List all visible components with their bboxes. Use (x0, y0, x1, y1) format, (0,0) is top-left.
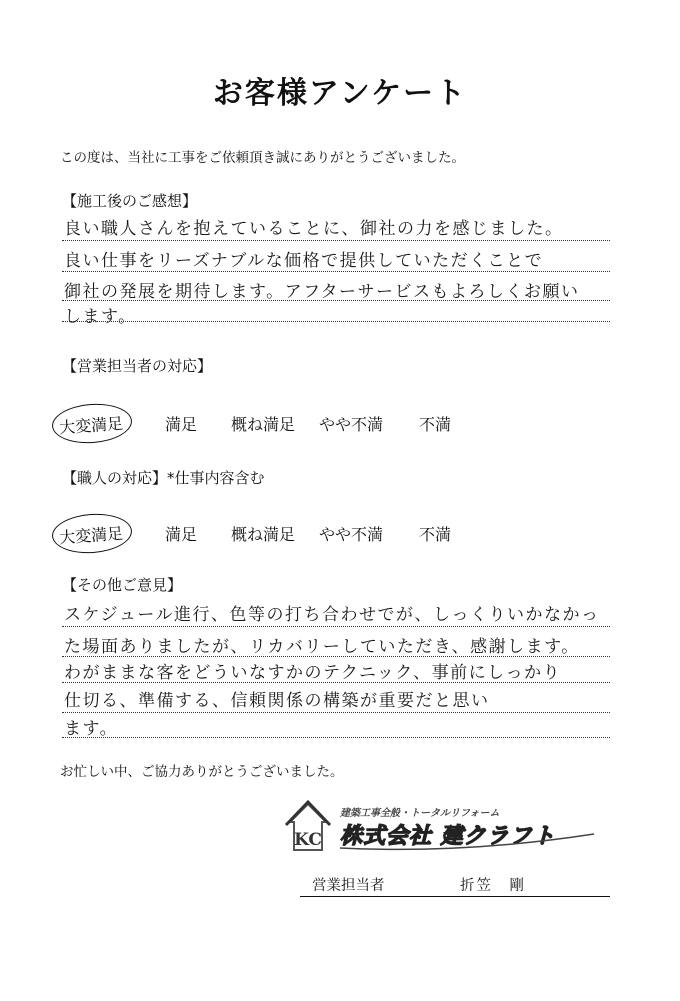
other-line-3: わがままな客をどういなすかのテクニック、事前にしっかり (64, 663, 562, 683)
sales-staff-label: 営業担当者 (312, 878, 385, 894)
intro-text: この度は、当社に工事をご依頼頂き誠にありがとうございました。 (60, 150, 465, 166)
craftsman-option-somewhat-dissatisfied[interactable]: やや不満 (319, 525, 384, 544)
sales-option-somewhat-dissatisfied[interactable]: やや不満 (319, 415, 384, 434)
page-title: お客様アンケート (212, 76, 468, 111)
answer-rule (62, 300, 610, 301)
logo-company-name: 株式会社 建クラフト (340, 824, 556, 849)
impressions-line-4: します。 (64, 307, 137, 327)
section-sales-heading: 【営業担当者の対応】 (62, 357, 213, 375)
answer-rule (62, 321, 610, 322)
craftsman-option-dissatisfied[interactable]: 不満 (419, 525, 452, 544)
sales-option-very-satisfied[interactable]: 大変満足 (51, 401, 134, 445)
answer-rule (62, 626, 610, 627)
impressions-line-1: 良い職人さんを抱えていることに、御社の力を感じました。 (64, 219, 564, 239)
answer-rule (62, 656, 610, 657)
other-line-4: 仕切る、準備する、信頼関係の構築が重要だと思い (64, 691, 490, 711)
logo-mark-text: KC (294, 830, 322, 850)
craftsman-option-satisfied[interactable]: 満足 (165, 525, 198, 544)
answer-rule (62, 682, 610, 683)
craftsman-option-mostly-satisfied[interactable]: 概ね満足 (231, 525, 296, 544)
sales-staff-name: 折笠 剛 (460, 878, 526, 894)
other-line-5: ます。 (64, 719, 119, 739)
answer-rule (62, 271, 610, 272)
sales-option-mostly-satisfied[interactable]: 概ね満足 (231, 415, 296, 434)
section-impressions-heading: 【施工後のご感想】 (62, 192, 198, 210)
section-other-heading: 【その他ご意見】 (62, 576, 183, 594)
craftsman-rating-options (0, 520, 680, 550)
logo-tagline: 建築工事全般・トータルリフォーム (340, 808, 500, 819)
sales-option-dissatisfied[interactable]: 不満 (419, 415, 452, 434)
impressions-line-3: 御社の発展を期待します。アフターサービスもよろしくお願い (64, 282, 580, 302)
answer-rule (62, 737, 610, 738)
house-mark-icon (286, 802, 330, 850)
sales-staff-row (300, 874, 610, 897)
section-craftsman-heading: 【職人の対応】*仕事内容含む (62, 469, 265, 487)
other-line-1: スケジュール進行、色等の打ち合わせでが、しっくりいかなかっ (64, 605, 600, 625)
other-line-2: た場面ありましたが、リカバリーしていただき、感謝します。 (64, 637, 580, 657)
sales-option-satisfied[interactable]: 満足 (165, 415, 198, 434)
impressions-line-2: 良い仕事をリーズナブルな価格で提供していただくことで (64, 251, 544, 271)
company-logo (284, 798, 604, 854)
closing-text: お忙しい中、ご協力ありがとうございました。 (60, 764, 344, 780)
answer-rule (62, 712, 610, 713)
craftsman-option-very-satisfied[interactable]: 大変満足 (51, 511, 134, 555)
answer-rule (62, 240, 610, 241)
sales-rating-options (0, 410, 680, 440)
